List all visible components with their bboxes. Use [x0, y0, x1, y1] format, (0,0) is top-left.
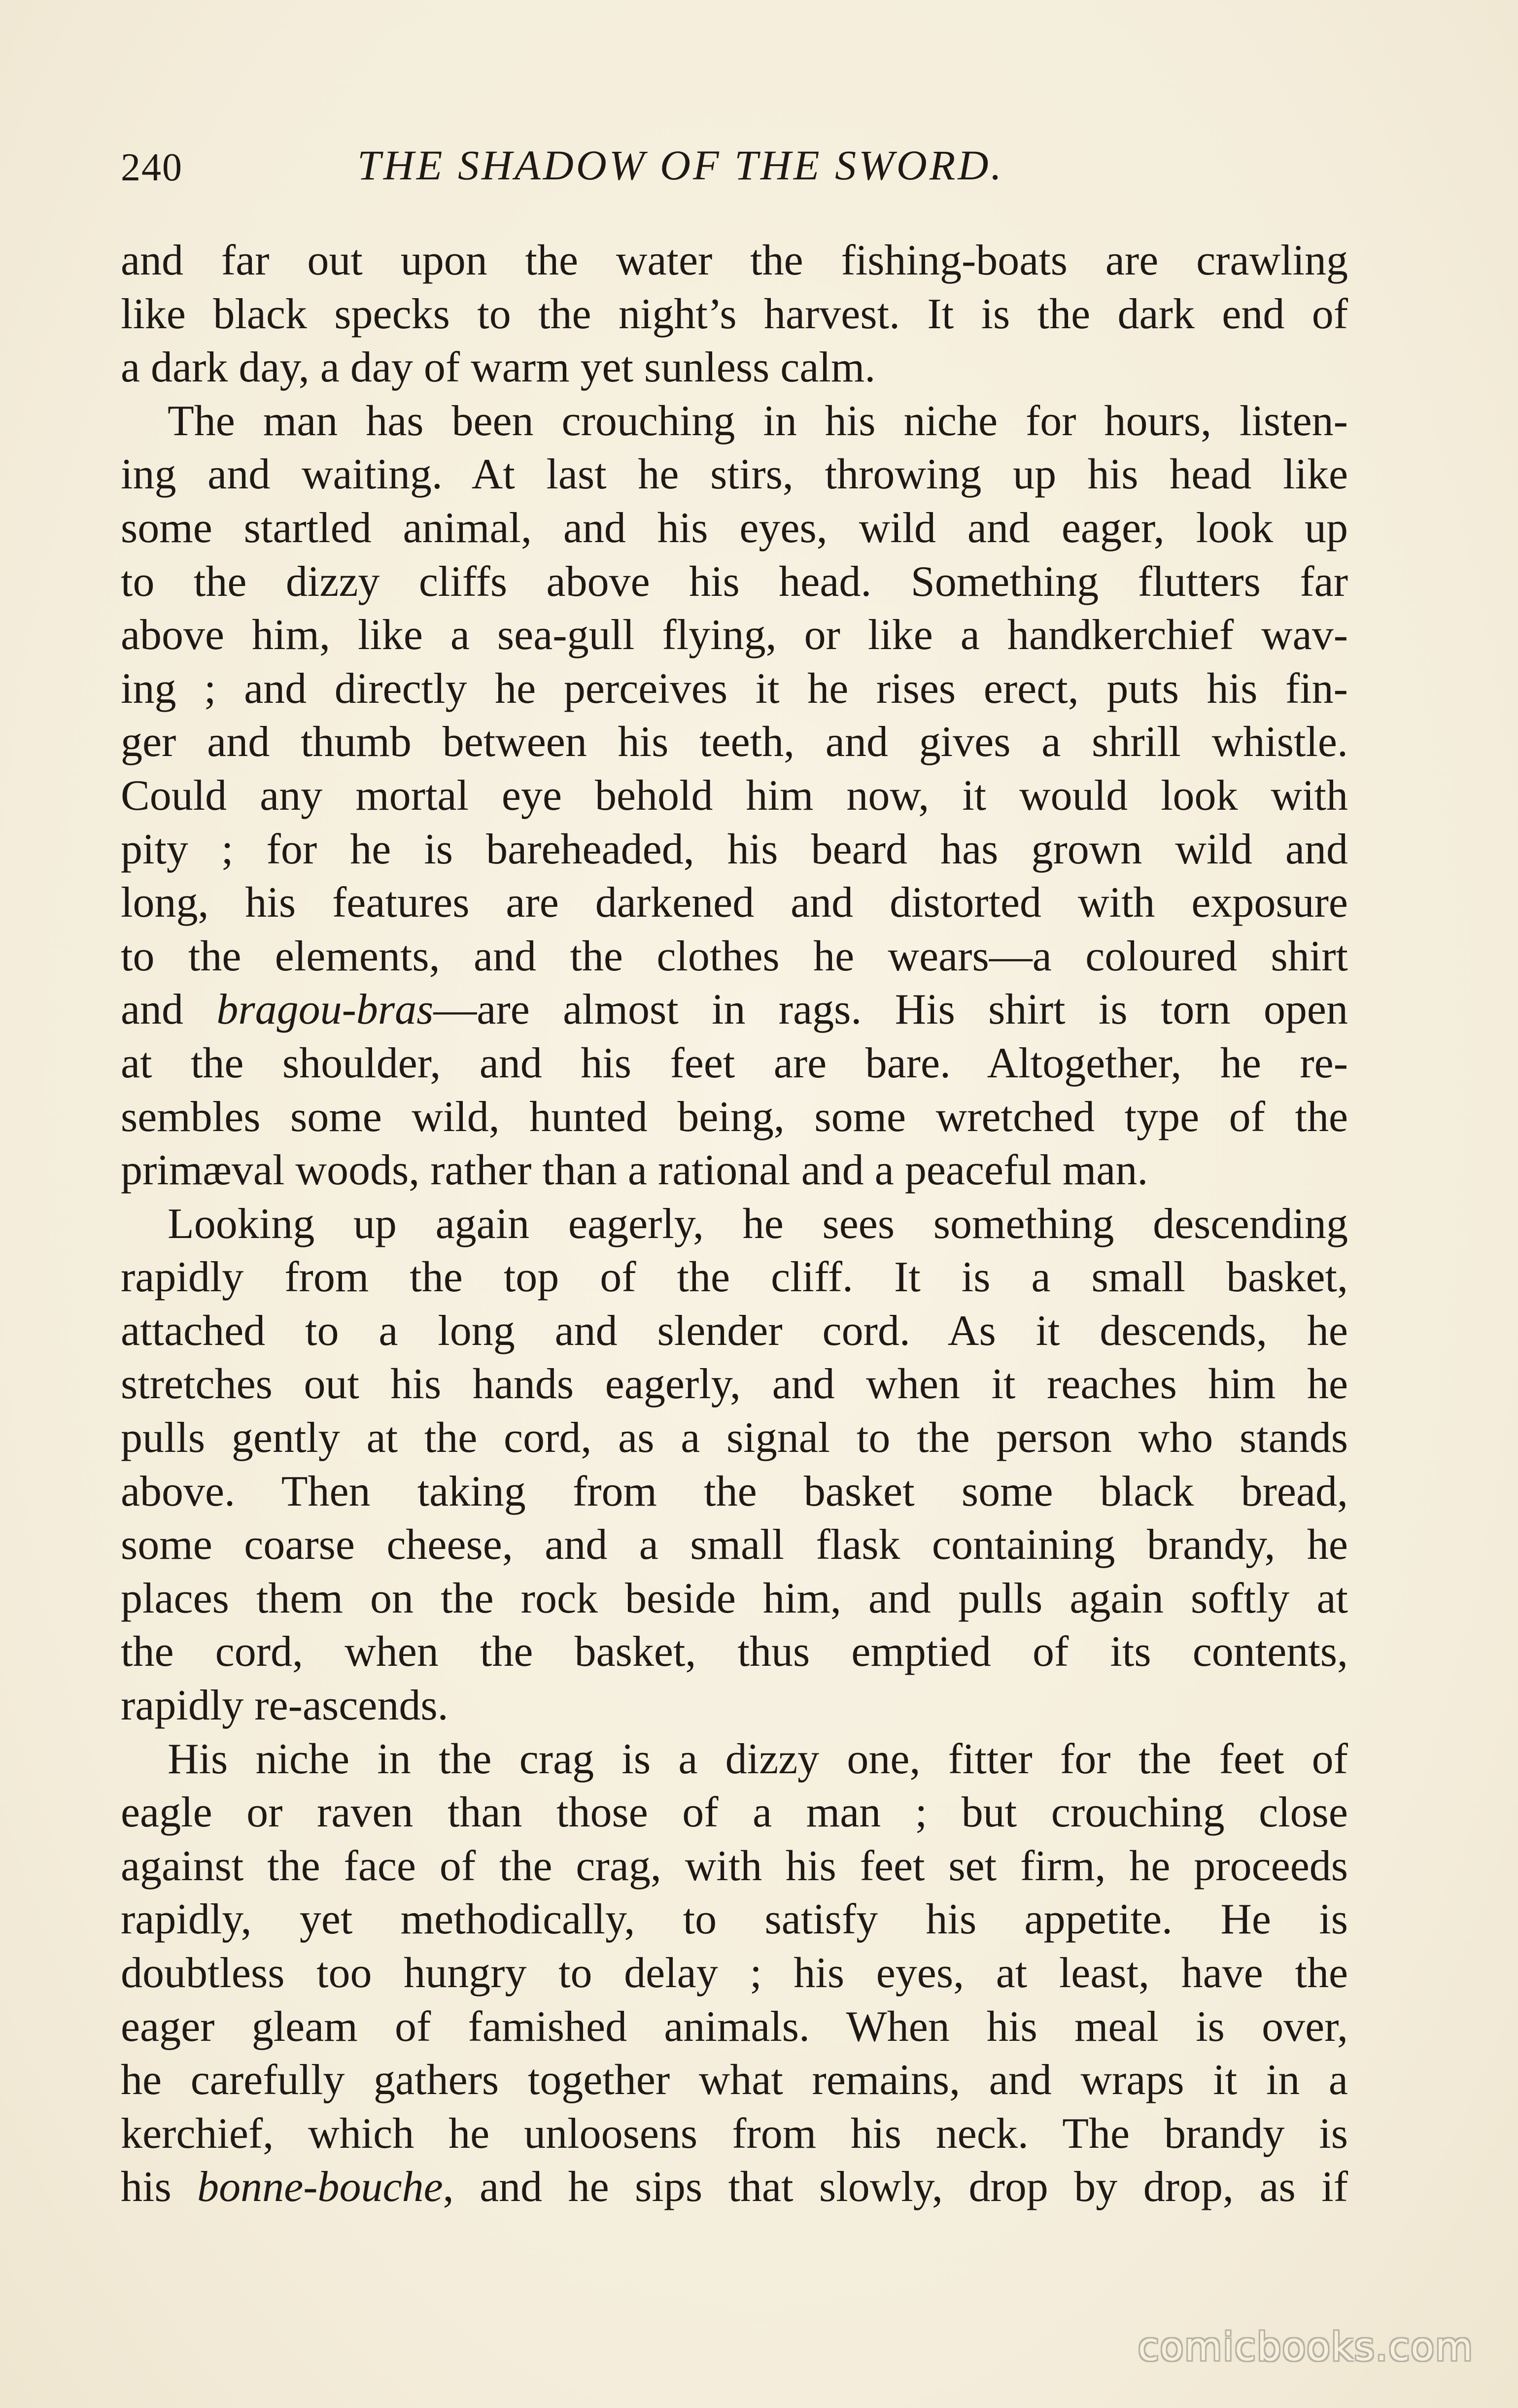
text-line-content: like black specks to the night’s harvest. It is the dark end of	[121, 290, 1348, 338]
text-line	[121, 716, 1348, 769]
text-line	[121, 1091, 1348, 1144]
text-line-content: Looking up again eagerly, he sees something descending	[168, 1200, 1348, 1248]
text-line-content: places them on the rock beside him, and pulls again softly at	[121, 1574, 1348, 1622]
text-line-content: to the elements, and the clothes he wears—a coloured shirt	[121, 932, 1348, 980]
text-line-content: eager gleam of famished animals. When his meal is over,	[121, 2002, 1348, 2051]
text-line-content: doubtless too hungry to delay ; his eyes, at least, have the	[121, 1949, 1348, 1997]
text-line-content: at the shoulder, and his feet are bare. Altogether, he re-	[121, 1039, 1348, 1087]
italic-phrase: bonne-bouche	[197, 2163, 443, 2211]
text-line-content: rapidly from the top of the cliff. It is a small basket,	[121, 1253, 1348, 1302]
text-line	[121, 1251, 1348, 1305]
text-line	[121, 555, 1348, 609]
text-line	[121, 1465, 1348, 1519]
text-line	[121, 1733, 1348, 1787]
text-line	[121, 1893, 1348, 1947]
text-line-content: , and he sips that slowly, drop by drop, as if	[443, 2163, 1348, 2211]
text-line-content: the cord, when the basket, thus emptied of its contents,	[121, 1628, 1348, 1676]
text-line-lead: and	[121, 986, 217, 1034]
text-line-content: some startled animal, and his eyes, wild and eager, look up	[121, 504, 1348, 552]
text-line-content: above. Then taking from the basket some black bread,	[121, 1467, 1348, 1515]
text-line-content: ing and waiting. At last he stirs, throwing up his head like	[121, 450, 1348, 499]
text-line	[121, 769, 1348, 823]
text-line	[121, 983, 1348, 1037]
text-line	[121, 502, 1348, 555]
text-line	[121, 930, 1348, 984]
text-line	[121, 1947, 1348, 2000]
text-line	[121, 1305, 1348, 1358]
text-line-content: His niche in the crag is a dizzy one, fitter for the feet of	[168, 1735, 1348, 1783]
text-line-content: primæval woods, rather than a rational and a peaceful man.	[121, 1146, 1148, 1195]
text-line-content: to the dizzy cliffs above his head. Something flutters far	[121, 557, 1348, 606]
text-line	[121, 1518, 1348, 1572]
text-line-content: long, his features are darkened and distorted with exposure	[121, 879, 1348, 927]
text-line	[121, 2107, 1348, 2161]
text-line-content: Could any mortal eye behold him now, it would look with	[121, 771, 1348, 820]
text-line-content: a dark day, a day of warm yet sunless calm.	[121, 344, 876, 392]
text-line	[121, 341, 1348, 395]
text-line-content: kerchief, which he unloosens from his neck. The brandy is	[121, 2109, 1348, 2158]
text-line-content: ing ; and directly he perceives it he rises erect, puts his fin-	[121, 664, 1348, 713]
text-line-content: ger and thumb between his teeth, and gives a shrill whistle.	[121, 718, 1348, 766]
text-line-content: attached to a long and slender cord. As it descends, he	[121, 1307, 1348, 1355]
text-line-content: pity ; for he is bareheaded, his beard has grown wild and	[121, 825, 1348, 873]
text-line	[121, 1625, 1348, 1679]
text-line-content: above him, like a sea-gull flying, or like a handkerchief wav-	[121, 611, 1348, 659]
text-line-content: rapidly re-ascends.	[121, 1682, 448, 1730]
text-line	[121, 448, 1348, 502]
text-line-content: some coarse cheese, and a small flask containing brandy, he	[121, 1521, 1348, 1569]
text-line	[121, 662, 1348, 716]
text-line	[121, 1037, 1348, 1091]
text-line	[121, 1358, 1348, 1411]
text-line	[121, 1679, 1348, 1733]
text-line-content: stretches out his hands eagerly, and when it reaches him he	[121, 1360, 1348, 1409]
text-line-content: eagle or raven than those of a man ; but crouching close	[121, 1789, 1348, 1837]
text-line-content: The man has been crouching in his niche for hours, listen-	[168, 397, 1348, 445]
text-line-content: he carefully gathers together what remains, and wraps it in a	[121, 2056, 1348, 2104]
text-line	[121, 234, 1348, 288]
text-line	[121, 1144, 1348, 1198]
text-line	[121, 2054, 1348, 2107]
text-line-content: pulls gently at the cord, as a signal to the person who stands	[121, 1414, 1348, 1462]
text-line	[121, 2161, 1348, 2214]
text-line	[121, 1572, 1348, 1626]
watermark: comicbooks.com	[1138, 2325, 1474, 2370]
text-line-content: —are almost in rags. His shirt is torn open	[433, 986, 1348, 1034]
text-line-content: sembles some wild, hunted being, some wretched type of the	[121, 1093, 1348, 1141]
text-line-content: rapidly, yet methodically, to satisfy his appetite. He is	[121, 1895, 1348, 1944]
text-line	[121, 876, 1348, 930]
text-line	[121, 1198, 1348, 1251]
body-text	[121, 234, 1348, 2214]
running-title: THE SHADOW OF THE SWORD.	[357, 141, 1004, 189]
page-number: 240	[121, 146, 183, 189]
text-line	[121, 288, 1348, 342]
page-header	[121, 140, 1353, 200]
text-line-content: and far out upon the water the fishing-boats are crawling	[121, 237, 1348, 284]
text-line-content: against the face of the crag, with his feet set firm, he proceeds	[121, 1842, 1348, 1890]
text-line	[121, 1786, 1348, 1840]
text-line	[121, 1411, 1348, 1465]
text-line	[121, 395, 1348, 448]
text-line	[121, 609, 1348, 662]
text-line	[121, 1840, 1348, 1893]
text-line	[121, 823, 1348, 877]
italic-phrase: bragou-bras	[216, 986, 434, 1034]
text-line	[121, 2000, 1348, 2054]
text-line-lead: his	[121, 2163, 198, 2211]
